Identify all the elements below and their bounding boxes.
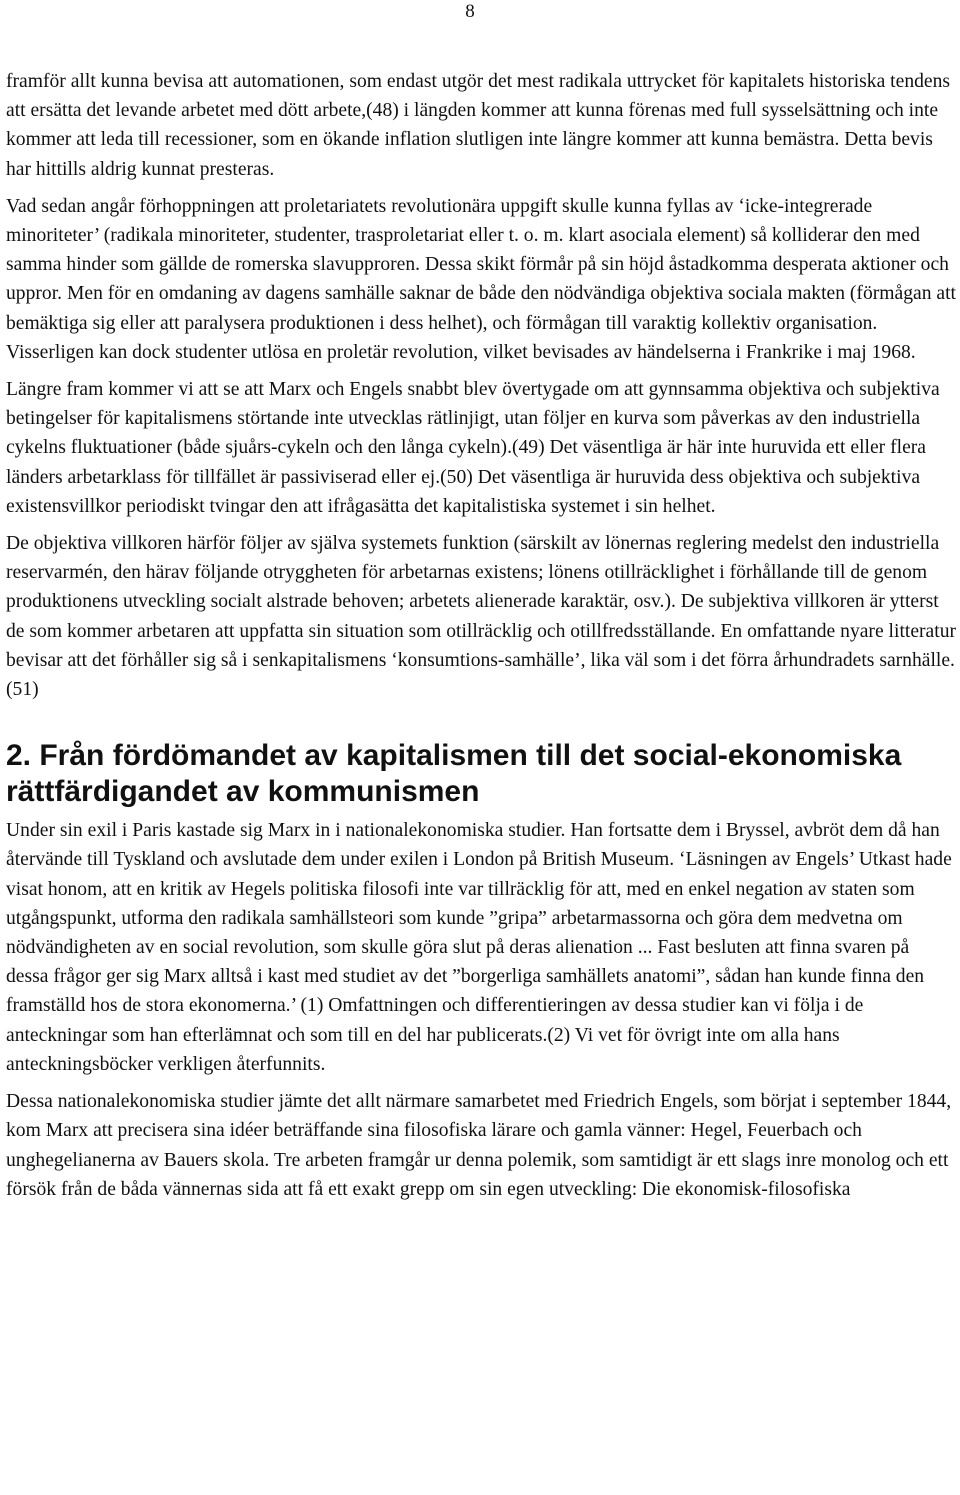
page-number: 8	[465, 1, 475, 22]
paragraph-3: Längre fram kommer vi att se att Marx och Engels snabbt blev övertygade om att gynnsamma objektiva och subjektiva betingelser för kapitalismens störtande inte utvecklas rätlinjigt, utan följer en kurva som påverkas av den industriella cykelns fluktuationer (både sjuårs-cykeln och den långa cykeln).(49) Det väsentliga är här inte huruvida ett eller flera länders arbetarklass för tillfället är passiviserad eller ej.(50) Det väsentliga är huruvida dess objektiva och subjektiva existensvillkor periodiskt tvingar den att ifrågasätta det kapitalistiska systemet i sin helhet.	[6, 379, 940, 517]
paragraph-5: Under sin exil i Paris kastade sig Marx in i nationalekonomiska studier. Han fortsatte dem i Bryssel, avbröt dem då han återvände till Tyskland och avslutade dem under exilen i London på British Museum. ‘Läsningen av Engels’ Utkast hade visat honom, att en kritik av Hegels politiska filosofi inte var tillräcklig för att, med en enkel negation av staten som utgångspunkt, utforma den radikala samhällsteori som kunde ”gripa” arbetarmassorna och göra dem medvetna om nödvändigheten av en social revolution, som skulle göra slut på deras alienation ... Fast besluten att finna svaren på dessa frågor ger sig Marx alltså i kast med studiet av det ”borgerliga samhällets anatomi”, sådan han kunde finna den framställd hos de stora ekonomerna.’ (1) Omfattningen och differentieringen av dessa studier kan vi följa i de anteckningar som han efterlämnat och som till en del har publicerats.(2) Vi vet för övrigt inte om alla hans anteckningsböcker verkligen återfunnits.	[6, 820, 952, 1075]
paragraph-2: Vad sedan angår förhoppningen att proletariatets revolutionära uppgift skulle kunna fyllas av ‘icke-integrerade minoriteter’ (radikala minoriteter, studenter, trasproletariat eller t. o. m. klart asociala element) så kolliderar den med samma hinder som gällde de romerska slavupproren. Dessa skikt förmår på sin höjd åstadkomma desperata aktioner och uppror. Men för en omdaning av dagens samhälle saknar de både den nödvändiga objektiva sociala makten (förmågan att bemäktiga sig eller att paralysera produktionen i dess helhet), och förmågan till varaktig kollektiv organisation. Visserligen kan dock studenter utlösa en proletär revolution, vilket bevisades av händelserna i Frankrike i maj 1968.	[6, 195, 956, 363]
document-body	[6, 67, 956, 1204]
paragraph-6: Dessa nationalekonomiska studier jämte det allt närmare samarbetet med Friedrich Engels, som börjat i september 1844, kom Marx att precisera sina idéer beträffande sina filosofiska lärare och gamla vänner: Hegel, Feuerbach och unghegelianerna av Bauers skola. Tre arbeten framgår ur denna polemik, som samtidigt är ett slags inre monolog och ett försök från de båda vännernas sida att få ett exakt grepp om sin egen utveckling: Die ekonomisk-filosofiska	[6, 1091, 952, 1200]
paragraph-4: De objektiva villkoren härför följer av själva systemets funktion (särskilt av lönernas reglering medelst den industriella reservarmén, den härav följande otryggheten för arbetarnas existens; lönens otillräcklighet i förhållande till de genom produktionens utveckling socialt alstrade behoven; arbetets alienerade karaktär, osv.). De subjektiva villkoren är ytterst de som kommer arbetaren att uppfatta sin situation som otillräcklig och otillfredsställande. En omfattande nyare litteratur bevisar att det förhåller sig så i senkapitalismens ‘konsumtions-samhälle’, lika väl som i det förra århundradets sarnhälle.(51)	[6, 533, 957, 701]
paragraph-1: framför allt kunna bevisa att automationen, som endast utgör det mest radikala uttrycket för kapitalets historiska tendens att ersätta det levande arbetet med dött arbete,(48) i längden kommer att kunna förenas med full sysselsättning och inte kommer att leda till recessioner, som en ökande inflation slutligen inte längre kommer att kunna bemästra. Detta bevis har hittills aldrig kunnat presteras.	[6, 71, 951, 180]
section-heading: 2. Från fördömandet av kapitalismen till det social-ekonomiska rättfärdigandet av kommunismen	[6, 739, 902, 809]
